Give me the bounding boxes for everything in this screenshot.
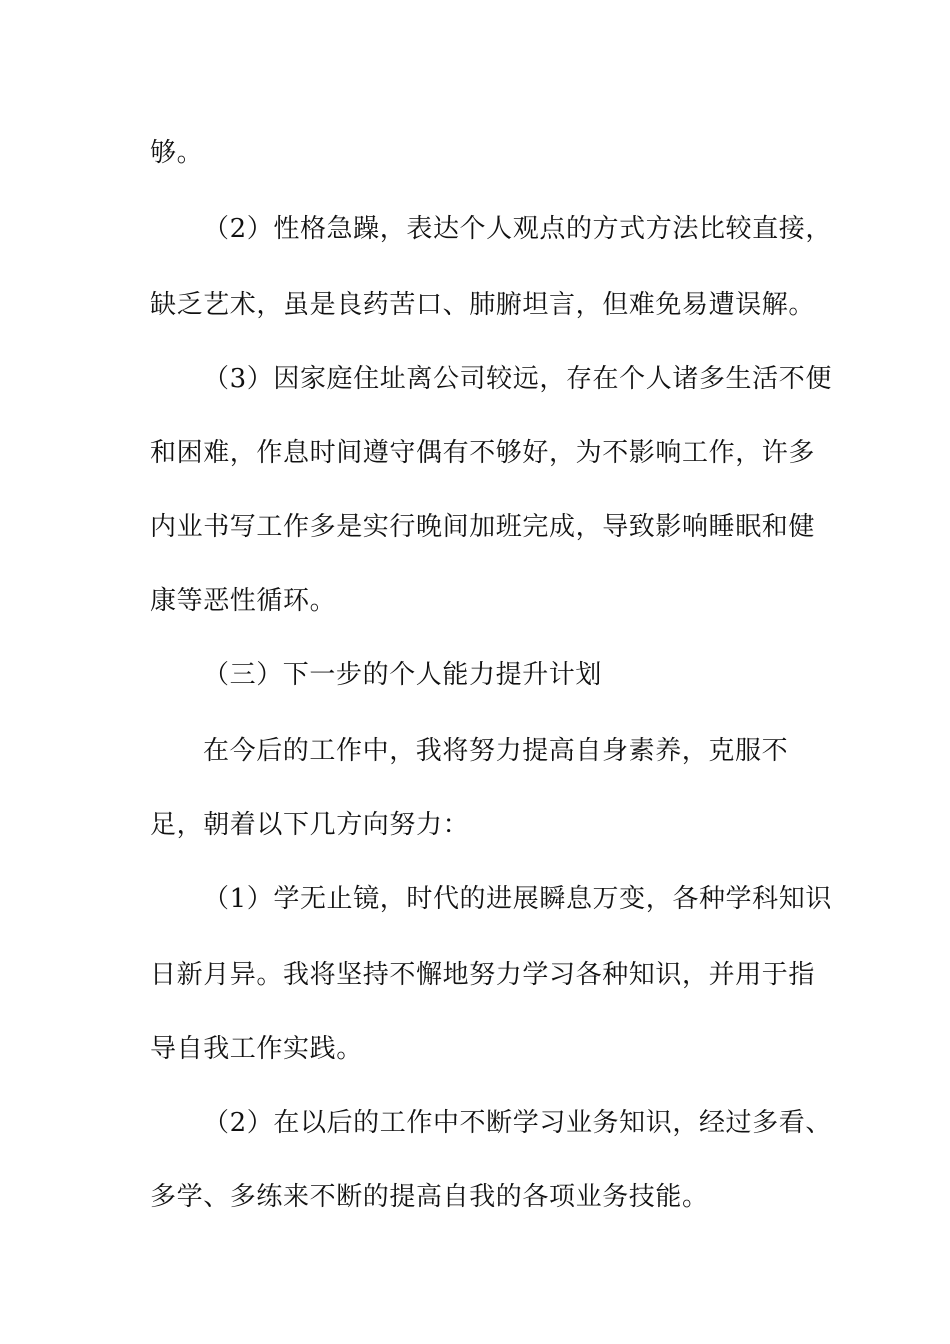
text-line: 内业书写工作多是实行晚间加班完成，导致影响睡眠和健: [150, 512, 816, 542]
text-line: 够。: [150, 138, 204, 168]
text-line: （2）在以后的工作中不断学习业务知识，经过多看、: [203, 1108, 832, 1138]
text-line: （3）因家庭住址离公司较远，存在个人诸多生活不便: [203, 364, 832, 394]
text-line: 缺乏艺术，虽是良药苦口、肺腑坦言，但难免易遭误解。: [150, 290, 816, 320]
text-line: 康等恶性循环。: [150, 586, 337, 616]
text-line: （2）性格急躁，表达个人观点的方式方法比较直接，: [203, 214, 832, 244]
section-heading: （三）下一步的个人能力提升计划: [203, 660, 603, 690]
text-line: 日新月异。我将坚持不懈地努力学习各种知识，并用于指: [150, 960, 816, 990]
text-line: 多学、多练来不断的提高自我的各项业务技能。: [150, 1182, 709, 1212]
text-line: 足，朝着以下几方向努力：: [150, 810, 470, 840]
text-line: 在今后的工作中，我将努力提高自身素养，克服不: [203, 736, 789, 766]
text-line: （1）学无止镜，时代的进展瞬息万变，各种学科知识: [203, 884, 832, 914]
text-line: 导自我工作实践。: [150, 1034, 363, 1064]
text-line: 和困难，作息时间遵守偶有不够好，为不影响工作，许多: [150, 438, 816, 468]
